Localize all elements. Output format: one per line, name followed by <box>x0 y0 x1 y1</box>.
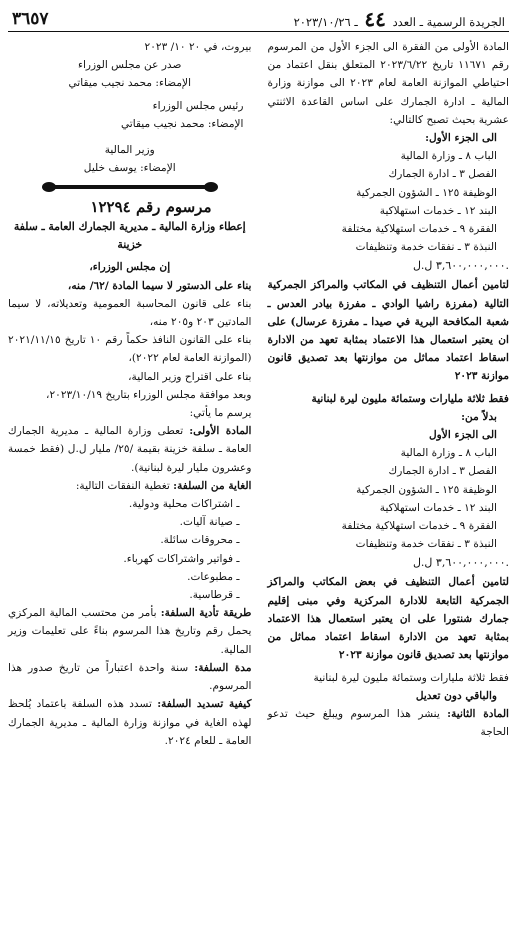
item: الوظيفة ١٢٥ ـ الشؤون الجمركية <box>356 186 497 199</box>
signatory-title: رئيس مجلس الوزراء <box>152 99 244 112</box>
gazette-masthead <box>294 7 505 31</box>
purpose-paragraph: لتامين أعمال التنظيف في بعض المكاتب والمراكز الجمركية التابعة للادارة المركزية وفي مبنى إقليم جمارك شنتورا على ان يعتبر استعمال هذا الاعتماد بمثابة تعهد من الادارة اسقاط اعتماد مماثل من موازنتها بعد تصديق قانون موازنة ٢٠٢٣ <box>267 576 509 662</box>
expense-item: ـ صيانة آليات. <box>179 516 240 529</box>
signatory-title: وزير المالية <box>104 144 155 157</box>
settlement <box>8 695 252 750</box>
rest-unchanged: والباقي دون تعديل <box>415 689 497 702</box>
article-two <box>268 705 510 741</box>
part-heading: الى الجزء الأول: <box>425 132 497 145</box>
legal-basis: بناء على الدستور لا سيما المادة /٦٢/ منه، <box>67 279 252 292</box>
article-two-text: ينشر هذا المرسوم ويبلغ حيث تدعو الحاجة <box>267 707 509 739</box>
amount-in-words: فقط ثلاثة مليارات وستمائة مليون ليرة لبنانية <box>311 392 509 405</box>
amount-in-words: فقط ثلاثة مليارات وستمائة مليون ليرة لبنانية <box>313 671 509 684</box>
advance-purpose-text: تغطية النفقات التالية: <box>75 479 174 492</box>
article-one-text: تعطى وزارة المالية ـ مديرية الجمارك العامة ـ سلفة خزينة بقيمة /٢٥/ مليار ل.ل (فقط خمسة وعشرون مليار ليرة لبنانية). <box>8 425 252 474</box>
legal-basis: بناء على قانون المحاسبة العمومية وتعديلاته، لا سيما المادتين ٢٠٣ و٢٠٥ منه، <box>8 297 252 329</box>
item: البند ١٢ ـ خدمات استهلاكية <box>379 204 497 217</box>
issue-number: ٤٤ <box>364 6 386 31</box>
item: الفقرة ٩ ـ خدمات استهلاكية مختلفة <box>341 520 497 533</box>
purpose-paragraph: لتامين أعمال التنظيف في المكاتب والمراكز الجمركية التالية (مفرزة راشيا الوادي ـ مفرزة بيادر العدس ـ شعبة المكافحة البرية في صيدا ـ مفرزة عرسال) على ان يعتبر استعمال هذا الاعتماد بمثابة تعهد من الادارة اسقاط اعتماد مماثل من موازنتها بعد تصديق قانون موازنة ٢٠٢٣ <box>267 279 509 383</box>
signature: الإمضاء: محمد نجيب ميقاتي <box>68 77 192 90</box>
article-two-label: المادة الثانية: <box>447 707 509 720</box>
part-heading: الى الجزء الأول <box>428 429 497 442</box>
item: الباب ٨ ـ وزارة المالية <box>400 447 497 460</box>
payment-method-label: طريقة تأدية السلفة: <box>160 607 252 620</box>
issued-by: صدر عن مجلس الوزراء <box>78 59 182 72</box>
item: النبذة ٣ ـ نفقات خدمة وتنظيفات <box>355 241 497 254</box>
left-column <box>8 38 254 750</box>
signature: الإمضاء: محمد نجيب ميقاتي <box>120 117 244 130</box>
amendment-intro: المادة الأولى من الفقرة الى الجزء الأول من المرسوم رقم ١١٦٧١ تاريخ ٢٠٢٣/٦/٢٢ المتعلق بنقل اعتماد من احتياطي الموازنة العامة لعام ٢٠٢٣ الى موازنة وزارة المالية ـ ادارة الجمارك على اساس القاعدة الاثنتي عشرية بحيث تصبح كالتالي: <box>267 41 509 126</box>
legal-basis: وبعد موافقة مجلس الوزراء بتاريخ ٢٠٢٣/١٠/١٩، <box>46 388 252 401</box>
section-divider <box>8 180 252 194</box>
instead-heading: بدلاً من: <box>461 410 497 423</box>
signature: الإمضاء: يوسف خليل <box>83 162 176 175</box>
item: الوظيفة ١٢٥ ـ الشؤون الجمركية <box>356 483 497 496</box>
advance-term <box>8 659 252 695</box>
settlement-label: كيفية تسديد السلفة: <box>157 698 252 711</box>
article-one-label: المادة الأولى: <box>189 425 252 438</box>
legal-basis: بناء على اقتراح وزير المالية، <box>128 370 252 383</box>
item: الفقرة ٩ ـ خدمات استهلاكية مختلفة <box>341 223 497 236</box>
decrees-line: يرسم ما يأتي: <box>189 407 252 420</box>
item: النبذة ٣ ـ نفقات خدمة وتنظيفات <box>355 538 497 551</box>
amount: ٣,٦٠٠,٠٠٠,٠٠٠ ل.ل. <box>412 556 509 570</box>
legal-basis: بناء على القانون النافذ حكماً رقم ١٠ تاريخ ٢٠٢١/١١/١٥ (الموازنة العامة لعام ٢٠٢٢)، <box>8 334 252 365</box>
advance-purpose-label: الغاية من السلفة: <box>173 479 252 492</box>
advance-term-text: سنة واحدة اعتباراً من تاريخ صدور هذا المرسوم. <box>8 661 252 693</box>
advance-purpose <box>8 477 252 495</box>
page-header <box>8 8 509 32</box>
payment-method <box>8 604 252 659</box>
expense-item: ـ قرطاسية. <box>189 589 240 602</box>
expense-item: ـ مطبوعات. <box>187 570 240 583</box>
settlement-text: تسدد هذه السلفة باعتماد يُلحظ لهذه الغاية في موازنة وزارة المالية ـ مديرية الجمارك العامة ـ للعام ٢٠٢٤. <box>8 698 252 747</box>
place-date: بيروت، في ٢٠ ١٠/ ٢٠٢٣ <box>144 41 252 53</box>
council-line: إن مجلس الوزراء، <box>89 261 171 274</box>
item: البند ١٢ ـ خدمات استهلاكية <box>379 501 497 514</box>
item: الباب ٨ ـ وزارة المالية <box>400 150 497 163</box>
two-columns <box>8 38 509 750</box>
payment-method-text: بأمر من محتسب المالية المركزي يحمل رقم وتاريخ هذا المرسوم بناءً على تعليمات وزير المالية. <box>8 607 252 656</box>
page-number: ٣٦٥٧ <box>12 8 49 29</box>
expense-item: ـ فواتير واشتراكات كهرباء. <box>123 552 240 565</box>
issue-date: ـ ٢٠٢٣/١٠/٢٦ <box>293 14 358 29</box>
expense-item: ـ محروقات سائلة. <box>160 534 240 547</box>
item: الفصل ٣ ـ ادارة الجمارك <box>388 465 497 478</box>
article-one <box>8 422 252 477</box>
gazette-name: الجريدة الرسمية ـ العدد <box>392 14 505 29</box>
amount: ٣,٦٠٠,٠٠٠,٠٠٠ ل.ل. <box>412 259 509 273</box>
expense-item: ـ اشتراكات محلية ودولية. <box>128 498 240 511</box>
decree-title: مرسوم رقم ١٢٢٩٤ <box>90 198 212 217</box>
right-column <box>264 38 510 750</box>
advance-term-label: مدة السلفة: <box>194 661 252 674</box>
decree-subject: إعطاء وزارة المالية ـ مديرية الجمارك العامة ـ سلفة خزينة <box>13 220 246 252</box>
item: الفصل ٣ ـ ادارة الجمارك <box>388 168 497 181</box>
